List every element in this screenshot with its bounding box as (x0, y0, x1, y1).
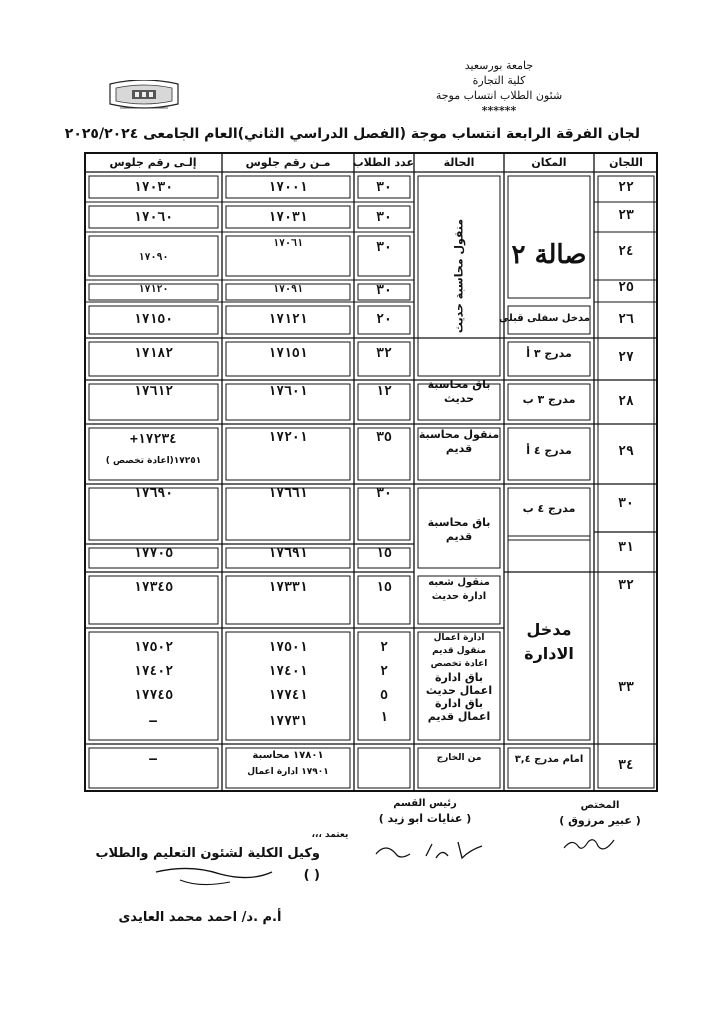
header-to-seat: إلـى رقم جلوس (109, 156, 197, 169)
committee-number: ٣١ (618, 540, 634, 555)
to-seat: — (149, 714, 158, 729)
to-seat: ١٧٢٣٤+ (130, 432, 177, 447)
committee-number: ٣٠ (618, 496, 634, 511)
student-count: ٢ (380, 640, 388, 655)
to-seat: ١٧٥٠٢ (133, 640, 174, 655)
status-line: منقول قديم (432, 646, 486, 656)
to-seat: ١٧٤٠٢ (133, 664, 174, 679)
header-committee: اللجان (609, 156, 643, 169)
committee-number: ٢٦ (618, 312, 634, 327)
place-amphitheater-4b: مدرج ٤ ب (522, 502, 576, 515)
from-seat: ١٧٣٣١ (268, 580, 308, 595)
place-amphitheater-4a: مدرج ٤ أ (526, 444, 572, 457)
to-seat: ١٧١٨٢ (133, 346, 174, 361)
committee-number: ٢٧ (618, 350, 634, 365)
faculty-name: كلية التجارة (472, 74, 526, 87)
vice-dean-signature-parens: ( ) (303, 868, 320, 883)
from-seat: ١٧٠٠١ (268, 180, 308, 195)
from-seat-business-admin: ١٧٩٠١ ادارة اعمال (247, 767, 329, 777)
place-admin-entrance: مدخل الادارة (524, 620, 574, 663)
to-seat-note: ١٧٢٥١(اعادة تخصص ) (105, 456, 202, 466)
place-lower-entrance: مدخل سفلى قبلى (498, 313, 590, 324)
student-count: ٣٠ (376, 210, 392, 225)
status-transferred-admin-new: منقول شعبه ادارة حديث (428, 577, 490, 602)
student-count: ١٥ (376, 546, 392, 561)
department-head-title: رئيس القسم (393, 798, 457, 809)
university-name: جامعة بورسعيد (464, 59, 534, 72)
to-seat: ١٧٠٩٠ (138, 252, 169, 263)
from-seat: ١٧٧٣١ (268, 714, 308, 729)
status-admin-group (418, 632, 500, 723)
to-seat: ١٧٧٤٥ (133, 688, 174, 703)
committee-number: ٢٥ (618, 280, 634, 295)
header-from-seat: مـن رقم جلوس (245, 156, 331, 169)
head-signature (370, 834, 490, 870)
vice-dean-signature (150, 858, 280, 894)
from-seat-accounting: ١٧٨٠١ محاسبة (252, 750, 324, 761)
header-student-count: عدد الطلاب (352, 156, 414, 169)
committee-number: ٢٩ (618, 444, 634, 459)
place-amphitheater-3b: مدرج ٣ ب (522, 393, 576, 406)
from-seat: ١٧٧٤١ (268, 688, 308, 703)
student-count: ٢٠ (376, 312, 392, 327)
header-place: المكان (531, 156, 567, 169)
to-seat: ١٧٦١٢ (133, 384, 174, 399)
committee-number: ٢٨ (618, 394, 634, 409)
place-hall-2: صالة ٢ (511, 240, 587, 270)
header-block (414, 58, 584, 118)
from-seat: ١٧٥٠١ (268, 640, 308, 655)
department-head-name: ( عنايات ابو زيد ) (378, 812, 472, 825)
committee-number: ٣٢ (618, 578, 634, 593)
student-count: ٥ (380, 688, 388, 703)
to-seat: ١٧٠٣٠ (133, 180, 174, 195)
place-front-amphitheater: امام مدرج ٣,٤ (514, 754, 584, 765)
student-count: ٣٠ (376, 283, 392, 298)
status-transferred-accounting-new: منقول محاسبة حديث (452, 218, 466, 334)
status-vertical-box (418, 176, 500, 376)
to-seat: ١٧٣٤٥ (133, 580, 174, 595)
vice-dean-name: أ.م .د/ احمد محمد العايدى (118, 910, 282, 925)
from-seat: ١٧١٢١ (268, 312, 308, 327)
committee-number: ٢٤ (618, 244, 634, 259)
committee-number: ٣٣ (618, 680, 634, 695)
status-external: من الخارج (436, 753, 482, 763)
student-count: ٣٢ (376, 346, 392, 361)
to-seat: ١٧٠٦٠ (133, 210, 174, 225)
to-seat: ١٧١٢٠ (138, 284, 169, 295)
to-seat: ١٧٦٩٠ (133, 486, 174, 501)
student-count: ١٢ (376, 384, 392, 399)
committee-number: ٢٣ (618, 208, 634, 223)
from-seat: ١٧٠٣١ (268, 210, 308, 225)
page-title: لجان الفرقة الرابعة انتساب موجة (الفصل الدراسي الثاني)العام الجامعى ٢٠٢٥/٢٠٢٤ (64, 126, 640, 142)
approval-label: يعتمد ،،، (311, 830, 349, 840)
from-seat: ١٧٠٩١ (272, 284, 304, 295)
to-seat: ١٧٧٠٥ (133, 546, 174, 561)
status-line: باق ادارة (435, 697, 483, 710)
from-seat: ١٧٦٠١ (268, 384, 308, 399)
specialist-name: ( عبير مرزوق ) (559, 814, 641, 827)
header-status: الحالة (443, 156, 475, 169)
from-seat: ١٧١٥١ (268, 346, 308, 361)
status-transferred-accounting-old: منقول محاسبة قديم (418, 428, 500, 455)
from-seat: ١٧٢٠١ (268, 430, 308, 445)
student-count: ٣٠ (376, 240, 392, 255)
student-count: ٢ (380, 664, 388, 679)
from-seat: ١٧٠٦١ (272, 238, 304, 249)
specialist-signature (560, 830, 620, 860)
from-seat: ١٧٦٩١ (268, 546, 308, 561)
status-remaining-accounting-new: باق محاسبة حديث (427, 378, 491, 405)
to-seat: — (149, 752, 158, 767)
status-line: باق ادارة (435, 671, 483, 684)
committee-number: ٢٢ (618, 180, 634, 195)
status-line: ادارة اعمال (433, 633, 485, 643)
student-count: ١٥ (376, 580, 392, 595)
to-seat: ١٧١٥٠ (133, 312, 174, 327)
stars-line: ****** (481, 104, 517, 117)
vice-dean-title: وكيل الكلية لشئون التعليم والطلاب (95, 846, 320, 861)
student-count: ٣٠ (376, 180, 392, 195)
status-line: اعادة تخصص (430, 659, 488, 669)
from-seat: ١٧٤٠١ (268, 664, 308, 679)
student-count: ٣٠ (376, 486, 392, 501)
university-logo-icon (106, 80, 182, 112)
department-name: شئون الطلاب انتساب موجة (435, 89, 563, 102)
status-line: اعمال حديث (425, 684, 493, 697)
from-seat: ١٧٦٦١ (268, 486, 308, 501)
status-remaining-accounting-old: باق محاسبة قديم (427, 516, 491, 543)
committee-number: ٣٤ (618, 758, 634, 773)
student-count: ٣٥ (376, 430, 392, 445)
status-line: اعمال قديم (427, 710, 491, 723)
student-count: ١ (380, 710, 388, 725)
specialist-title: المختص (580, 800, 620, 811)
place-amphitheater-3a: مدرج ٣ أ (526, 347, 572, 360)
